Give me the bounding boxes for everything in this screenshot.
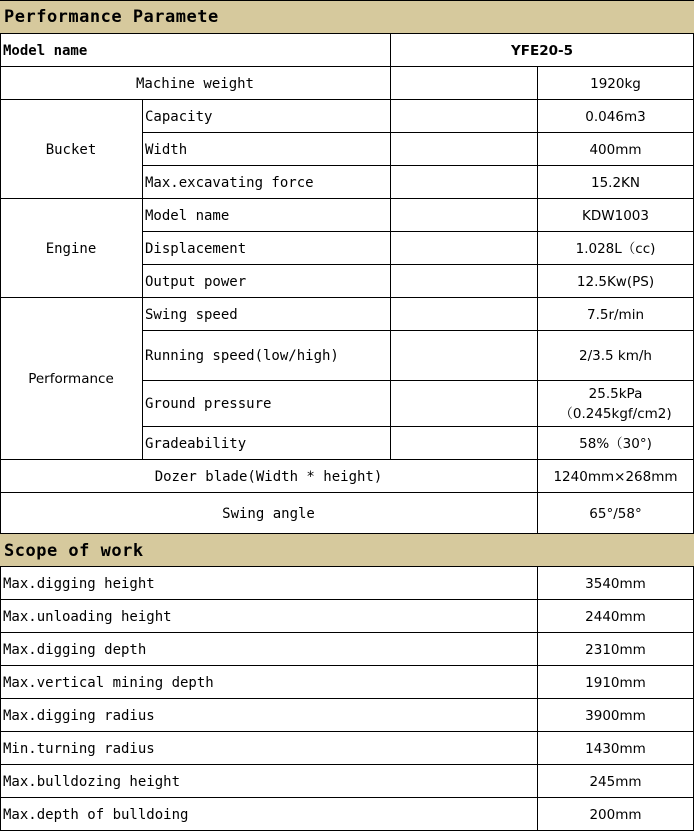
machine-weight-label: Machine weight bbox=[135, 75, 254, 92]
row-label: Min.turning radius bbox=[3, 740, 155, 757]
section-header-performance bbox=[0, 0, 694, 34]
table-row-dozer bbox=[0, 460, 694, 493]
table-row bbox=[0, 699, 694, 732]
table-row bbox=[0, 265, 694, 298]
table-row bbox=[0, 798, 694, 831]
row-value: 12.5Kw(PS) bbox=[576, 273, 655, 290]
row-value: 58%（30°) bbox=[579, 435, 652, 452]
row-value: 0.046m3 bbox=[585, 108, 646, 125]
row-label: Max.vertical mining depth bbox=[3, 674, 214, 691]
table-row bbox=[0, 199, 694, 232]
table-row bbox=[0, 427, 694, 460]
row-value: 1910mm bbox=[585, 674, 646, 691]
model-value: YFE20-5 bbox=[510, 42, 573, 59]
row-value: 15.2KN bbox=[590, 174, 640, 191]
row-label: Capacity bbox=[145, 108, 213, 125]
row-value: 2310mm bbox=[585, 641, 646, 658]
section-header-scope bbox=[0, 534, 694, 567]
table-row bbox=[0, 232, 694, 265]
row-value-line1: 25.5kPa bbox=[588, 386, 643, 402]
row-label: Max.bulldozing height bbox=[3, 773, 181, 790]
dozer-label: Dozer blade(Width * height) bbox=[154, 468, 383, 485]
table-row-machine-weight bbox=[0, 67, 694, 100]
row-value: 3540mm bbox=[585, 575, 646, 592]
row-label: Max.digging depth bbox=[3, 641, 147, 658]
row-value: 245mm bbox=[589, 773, 642, 790]
row-value: 200mm bbox=[589, 806, 642, 823]
row-value: 1.028L（cc) bbox=[575, 240, 656, 257]
row-label: Max.digging height bbox=[3, 575, 155, 592]
table-row bbox=[0, 732, 694, 765]
table-row bbox=[0, 600, 694, 633]
table-row bbox=[0, 100, 694, 133]
group-label-engine: Engine bbox=[45, 240, 97, 257]
row-label: Width bbox=[145, 141, 188, 158]
dozer-value: 1240mm×268mm bbox=[553, 468, 678, 485]
row-label: Max.unloading height bbox=[3, 608, 172, 625]
row-label: Gradeability bbox=[145, 435, 247, 452]
table-row bbox=[0, 567, 694, 600]
table-row-model bbox=[0, 34, 694, 67]
row-value bbox=[537, 381, 694, 427]
row-label: Max.digging radius bbox=[3, 707, 155, 724]
row-value: 3900mm bbox=[585, 707, 646, 724]
table-row bbox=[0, 166, 694, 199]
row-label: Ground pressure bbox=[145, 396, 272, 412]
row-label: Swing speed bbox=[145, 306, 238, 323]
row-value-line2: （0.245kgf/cm2) bbox=[559, 406, 672, 422]
table-row bbox=[0, 666, 694, 699]
row-label: Output power bbox=[145, 273, 247, 290]
table-row bbox=[0, 633, 694, 666]
row-value: 1430mm bbox=[585, 740, 646, 757]
row-label: Running speed(low/high) bbox=[145, 348, 339, 364]
row-label: Displacement bbox=[145, 240, 247, 257]
group-label-bucket: Bucket bbox=[45, 141, 97, 158]
section-title: Scope of work bbox=[4, 540, 144, 561]
table-row bbox=[0, 331, 694, 381]
table-row bbox=[0, 381, 694, 427]
table-row bbox=[0, 765, 694, 798]
row-value: 7.5r/min bbox=[586, 306, 645, 323]
row-label: Max.depth of bulldoing bbox=[3, 806, 189, 823]
row-value: 400mm bbox=[589, 141, 642, 158]
row-label: Model name bbox=[145, 207, 230, 224]
row-value: 2/3.5 km/h bbox=[579, 348, 652, 364]
group-label-performance: Performance bbox=[28, 371, 114, 387]
table-row bbox=[0, 133, 694, 166]
table-row bbox=[0, 298, 694, 331]
row-label: Max.excavating force bbox=[145, 174, 314, 191]
swing-angle-value: 65°/58° bbox=[589, 505, 642, 522]
row-value: KDW1003 bbox=[582, 207, 649, 224]
model-label: Model name bbox=[3, 42, 88, 59]
swing-angle-label: Swing angle bbox=[222, 505, 315, 522]
row-value: 2440mm bbox=[585, 608, 646, 625]
section-title: Performance Paramete bbox=[4, 7, 219, 27]
table-row-swing-angle bbox=[0, 493, 694, 534]
machine-weight-value: 1920kg bbox=[590, 75, 641, 92]
